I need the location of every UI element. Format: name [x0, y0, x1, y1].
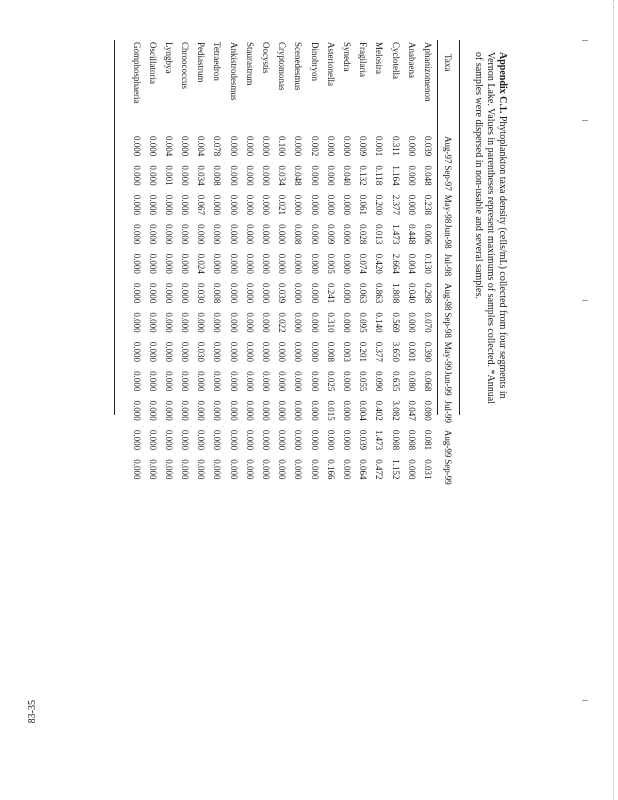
column-header-date: Sep-97 — [443, 165, 454, 191]
taxon-name: Asterionella — [325, 42, 336, 86]
density-cell: 0.000 — [309, 341, 320, 362]
table-row — [145, 40, 161, 489]
density-cell: 0.000 — [341, 224, 352, 245]
density-cell: 0.000 — [228, 341, 239, 362]
density-cell: 0.039 — [277, 282, 288, 304]
taxon-name: Gomphosphaeria — [131, 42, 142, 104]
density-cell: 0.000 — [261, 459, 272, 480]
page-number: 83-35 — [27, 700, 38, 724]
density-cell: 0.000 — [244, 429, 255, 451]
density-cell: 0.000 — [163, 312, 174, 333]
density-cell: 0.390 — [422, 341, 433, 362]
density-cell: 0.001 — [374, 136, 385, 157]
density-cell: 0.000 — [228, 400, 239, 421]
column-header-date: Sep-98 — [443, 312, 454, 338]
taxon-name: Staurastrum — [244, 42, 255, 86]
density-cell: 0.000 — [163, 371, 174, 392]
density-cell: 0.000 — [180, 459, 191, 480]
density-cell: 1.164 — [390, 165, 401, 186]
density-cell: 0.000 — [244, 341, 255, 362]
density-cell: 0.000 — [341, 282, 352, 304]
density-cell: 0.008 — [390, 429, 401, 451]
table-header-row — [439, 40, 458, 489]
density-cell: 0.000 — [261, 194, 272, 216]
density-cell: 0.000 — [131, 341, 142, 362]
taxon-name: Pediastrum — [196, 42, 207, 83]
density-cell: 0.000 — [261, 429, 272, 451]
table-row — [404, 40, 420, 489]
density-cell: 0.004 — [358, 400, 369, 421]
table-row — [177, 40, 193, 489]
density-cell: 0.000 — [212, 371, 223, 392]
density-cell: 0.055 — [358, 371, 369, 392]
density-cell: 0.000 — [277, 429, 288, 451]
table-bottom-rule — [114, 40, 115, 415]
density-cell: 0.000 — [309, 429, 320, 451]
density-cell: 0.000 — [228, 459, 239, 480]
density-cell: 0.000 — [180, 429, 191, 451]
table-row — [323, 40, 339, 489]
density-cell: 0.000 — [293, 371, 304, 392]
density-cell: 0.000 — [293, 459, 304, 480]
density-cell: 0.000 — [228, 282, 239, 304]
column-header-date: May-99 — [443, 341, 454, 371]
table-row — [371, 40, 387, 489]
density-cell: 0.132 — [358, 165, 369, 186]
density-cell: 0.000 — [228, 224, 239, 245]
density-cell: 0.008 — [406, 429, 417, 451]
density-cell: 0.009 — [325, 224, 336, 245]
density-cell: 0.000 — [196, 459, 207, 480]
density-cell: 0.472 — [374, 459, 385, 480]
density-cell: 0.000 — [228, 312, 239, 333]
density-cell: 0.005 — [325, 253, 336, 274]
taxon-name: Fragilaria — [358, 42, 369, 77]
caption-text: Phytoplankton taxa density (cells/mL) collected from four segments in Vernon Lake. Values in parentheses represent maximums of samples collected. *Annual of samples were dispersed in non-usable and several samples. — [473, 52, 508, 404]
taxon-name: Scenedesmus — [293, 42, 304, 91]
density-cell: 0.000 — [196, 312, 207, 333]
density-cell: 0.298 — [422, 282, 433, 304]
table-body — [128, 40, 439, 489]
density-cell: 0.080 — [422, 400, 433, 421]
density-cell: 1.152 — [390, 459, 401, 480]
density-cell: 0.000 — [131, 429, 142, 451]
density-cell: 0.000 — [293, 282, 304, 304]
density-cell: 0.064 — [358, 459, 369, 480]
density-cell: 0.000 — [147, 459, 158, 480]
density-cell: 0.000 — [341, 459, 352, 480]
density-cell: 0.022 — [277, 312, 288, 333]
density-cell: 0.070 — [422, 312, 433, 333]
density-cell: 0.000 — [406, 459, 417, 480]
density-cell: 0.420 — [374, 253, 385, 274]
density-cell: 0.000 — [261, 253, 272, 274]
density-cell: 0.000 — [131, 312, 142, 333]
density-cell: 0.000 — [180, 282, 191, 304]
density-cell: 1.808 — [390, 282, 401, 304]
density-cell: 0.000 — [261, 312, 272, 333]
density-cell: 0.024 — [196, 253, 207, 274]
taxon-name: Cryptomonas — [277, 42, 288, 91]
column-header-date: Jun-98 — [443, 224, 454, 249]
density-cell: 0.130 — [422, 253, 433, 274]
density-cell: 0.006 — [422, 224, 433, 245]
table-row — [274, 40, 290, 489]
density-cell: 0.000 — [131, 224, 142, 245]
density-cell: 0.015 — [325, 400, 336, 421]
density-cell: 0.000 — [244, 253, 255, 274]
density-cell: 0.021 — [277, 194, 288, 216]
density-cell: 0.118 — [374, 165, 385, 186]
density-cell: 0.008 — [212, 282, 223, 304]
density-cell: 0.000 — [212, 459, 223, 480]
density-cell: 0.000 — [293, 253, 304, 274]
table-row — [258, 40, 274, 489]
table-row — [307, 40, 323, 489]
table-row — [387, 40, 403, 489]
density-cell: 0.000 — [228, 253, 239, 274]
density-cell: 0.008 — [293, 224, 304, 245]
density-cell: 2.377 — [390, 194, 401, 216]
density-cell: 0.000 — [261, 224, 272, 245]
density-cell: 0.000 — [341, 400, 352, 421]
density-cell: 0.000 — [261, 400, 272, 421]
density-cell: 0.000 — [131, 253, 142, 274]
density-cell: 0.000 — [180, 341, 191, 362]
density-cell: 0.635 — [390, 371, 401, 392]
density-cell: 0.003 — [341, 341, 352, 362]
density-cell: 0.000 — [147, 194, 158, 216]
density-cell: 0.000 — [163, 282, 174, 304]
density-cell: 0.000 — [293, 136, 304, 157]
density-cell: 0.000 — [244, 136, 255, 157]
density-cell: 0.068 — [422, 371, 433, 392]
density-cell: 0.000 — [180, 224, 191, 245]
density-cell: 0.078 — [212, 136, 223, 157]
density-cell: 0.002 — [309, 136, 320, 157]
density-cell: 0.000 — [131, 165, 142, 186]
density-cell: 0.000 — [406, 165, 417, 186]
density-cell: 0.000 — [147, 165, 158, 186]
density-cell: 0.000 — [244, 312, 255, 333]
density-cell: 0.000 — [244, 224, 255, 245]
density-cell: 0.000 — [180, 312, 191, 333]
density-cell: 0.100 — [277, 136, 288, 157]
density-cell: 0.000 — [196, 224, 207, 245]
density-cell: 0.000 — [212, 312, 223, 333]
column-header-date: May-98 — [443, 194, 454, 224]
taxon-name: Oscillatoria — [147, 42, 158, 84]
density-cell: 0.034 — [277, 165, 288, 186]
density-cell: 0.448 — [406, 224, 417, 245]
density-cell: 0.000 — [163, 253, 174, 274]
density-cell: 0.000 — [261, 282, 272, 304]
density-cell: 0.000 — [277, 341, 288, 362]
phytoplankton-table — [128, 40, 458, 489]
density-cell: 0.000 — [180, 253, 191, 274]
density-cell: 1.473 — [390, 224, 401, 245]
density-cell: 0.090 — [374, 371, 385, 392]
density-cell: 0.000 — [212, 224, 223, 245]
density-cell: 0.000 — [244, 459, 255, 480]
density-cell: 0.048 — [422, 165, 433, 186]
density-cell: 0.074 — [358, 253, 369, 274]
density-cell: 0.000 — [309, 253, 320, 274]
density-cell: 0.569 — [390, 312, 401, 333]
density-cell: 0.000 — [228, 371, 239, 392]
column-header-taxa: Taxa — [443, 54, 454, 72]
density-cell: 0.000 — [244, 371, 255, 392]
density-cell: 0.311 — [390, 136, 401, 156]
taxon-name: Dinobryon — [309, 42, 320, 81]
density-cell: 0.061 — [358, 194, 369, 216]
density-cell: 0.000 — [293, 312, 304, 333]
density-cell: 0.004 — [163, 136, 174, 157]
density-cell: 0.001 — [163, 165, 174, 186]
density-cell: 0.000 — [180, 136, 191, 157]
column-header-date: Sep-99 — [443, 459, 454, 485]
density-cell: 3.082 — [390, 400, 401, 421]
density-cell: 0.000 — [406, 194, 417, 216]
table-row — [128, 40, 144, 489]
density-cell: 0.000 — [163, 341, 174, 362]
density-cell: 0.000 — [309, 371, 320, 392]
density-cell: 0.000 — [147, 312, 158, 333]
density-cell: 0.000 — [406, 312, 417, 333]
density-cell: 0.000 — [228, 194, 239, 216]
density-cell: 0.039 — [422, 136, 433, 157]
density-cell: 0.000 — [180, 400, 191, 421]
density-cell: 0.000 — [341, 253, 352, 274]
taxon-name: Lyngbya — [163, 42, 174, 74]
taxon-name: Synedra — [341, 42, 352, 72]
density-cell: 0.000 — [163, 224, 174, 245]
density-cell: 0.402 — [374, 400, 385, 421]
density-cell: 0.000 — [131, 136, 142, 157]
taxon-name: Chroococcus — [180, 42, 191, 89]
density-cell: 0.000 — [131, 371, 142, 392]
density-cell: 0.000 — [212, 341, 223, 362]
taxon-name: Cyclotella — [390, 42, 401, 79]
density-cell: 0.000 — [180, 371, 191, 392]
density-cell: 0.004 — [406, 253, 417, 274]
column-header-date: Jun-99 — [443, 371, 454, 396]
density-cell: 0.000 — [244, 282, 255, 304]
density-cell: 0.000 — [228, 165, 239, 186]
scan-edge-dots — [612, 0, 614, 800]
density-cell: 0.000 — [277, 371, 288, 392]
density-cell: 0.000 — [163, 400, 174, 421]
density-cell: 0.039 — [358, 429, 369, 451]
density-cell: 0.000 — [341, 429, 352, 451]
density-cell: 0.000 — [309, 400, 320, 421]
density-cell: 1.473 — [374, 429, 385, 451]
density-cell: 0.000 — [212, 429, 223, 451]
taxon-name: Ankistrodesmus — [228, 42, 239, 101]
table-caption — [472, 52, 508, 412]
density-cell: 0.034 — [196, 165, 207, 186]
column-header-date: Aug-97 — [443, 136, 454, 164]
density-cell: 0.000 — [261, 136, 272, 157]
density-cell: 0.000 — [131, 194, 142, 216]
density-cell: 0.000 — [325, 194, 336, 216]
density-cell: 0.000 — [325, 429, 336, 451]
density-cell: 0.238 — [422, 194, 433, 216]
density-cell: 0.000 — [309, 459, 320, 480]
density-cell: 0.001 — [406, 341, 417, 362]
density-cell: 0.000 — [325, 136, 336, 157]
scan-mark — [582, 40, 588, 41]
density-cell: 0.000 — [228, 429, 239, 451]
density-cell: 0.000 — [309, 165, 320, 186]
density-cell: 0.000 — [341, 312, 352, 333]
density-cell: 0.000 — [293, 194, 304, 216]
density-cell: 0.000 — [163, 459, 174, 480]
taxon-name: Tetraedron — [212, 42, 223, 81]
density-cell: 0.000 — [406, 136, 417, 157]
density-cell: 0.000 — [309, 224, 320, 245]
table-row — [226, 40, 242, 489]
density-cell: 0.000 — [147, 224, 158, 245]
table-row — [355, 40, 371, 489]
density-cell: 0.030 — [196, 341, 207, 362]
density-cell: 0.000 — [277, 400, 288, 421]
density-cell: 0.000 — [341, 194, 352, 216]
density-cell: 0.028 — [358, 224, 369, 245]
density-cell: 0.009 — [358, 136, 369, 157]
density-cell: 0.000 — [196, 371, 207, 392]
table-row — [209, 40, 225, 489]
density-cell: 0.047 — [406, 400, 417, 421]
density-cell: 0.000 — [309, 194, 320, 216]
density-cell: 0.000 — [309, 282, 320, 304]
density-cell: 0.000 — [147, 136, 158, 157]
density-cell: 0.241 — [325, 282, 336, 304]
density-cell: 0.000 — [147, 341, 158, 362]
column-header-date: Aug-99 — [443, 429, 454, 458]
density-cell: 0.201 — [358, 341, 369, 362]
taxon-name: Anabaena — [406, 42, 417, 78]
density-cell: 0.000 — [212, 253, 223, 274]
density-cell: 0.000 — [277, 224, 288, 245]
density-cell: 0.000 — [244, 165, 255, 186]
density-cell: 0.140 — [374, 312, 385, 333]
taxon-name: Aphanizomenon — [422, 42, 433, 102]
density-cell: 3.650 — [390, 341, 401, 362]
table-row — [161, 40, 177, 489]
scan-mark — [582, 700, 588, 701]
density-cell: 0.081 — [422, 429, 433, 451]
density-cell: 2.664 — [390, 253, 401, 274]
density-cell: 0.000 — [293, 400, 304, 421]
table-top-rule — [459, 40, 460, 415]
table-row — [420, 40, 439, 489]
density-cell: 0.166 — [325, 459, 336, 480]
column-header-date: Jul-98 — [443, 253, 454, 277]
density-cell: 0.000 — [147, 371, 158, 392]
density-cell: 0.000 — [341, 371, 352, 392]
density-cell: 0.000 — [131, 400, 142, 421]
density-cell: 0.000 — [261, 341, 272, 362]
density-cell: 0.030 — [196, 282, 207, 304]
density-cell: 0.063 — [358, 282, 369, 304]
density-cell: 0.000 — [147, 253, 158, 274]
table-row — [193, 40, 209, 489]
density-cell: 0.000 — [244, 194, 255, 216]
density-cell: 0.000 — [180, 194, 191, 216]
density-cell: 0.000 — [277, 459, 288, 480]
density-cell: 0.310 — [325, 312, 336, 333]
density-cell: 0.000 — [163, 194, 174, 216]
density-cell: 0.025 — [325, 371, 336, 392]
density-cell: 0.000 — [244, 400, 255, 421]
density-cell: 0.000 — [196, 429, 207, 451]
scan-mark — [582, 120, 588, 121]
density-cell: 0.008 — [212, 165, 223, 186]
density-cell: 0.000 — [131, 282, 142, 304]
table-row — [339, 40, 355, 489]
density-cell: 0.000 — [147, 282, 158, 304]
table-row — [290, 40, 306, 489]
density-cell: 0.000 — [228, 136, 239, 157]
density-cell: 0.000 — [212, 194, 223, 216]
column-header-date: Aug-98 — [443, 282, 454, 311]
density-cell: 0.200 — [374, 194, 385, 216]
taxon-name: Oocystis — [261, 42, 272, 74]
density-cell: 0.000 — [293, 341, 304, 362]
caption-label: Appendix C.1. — [497, 52, 508, 114]
column-header-date: Jul-99 — [443, 400, 454, 424]
density-cell: 0.377 — [374, 341, 385, 362]
density-cell: 0.000 — [261, 371, 272, 392]
density-cell: 0.000 — [147, 400, 158, 421]
density-cell: 0.013 — [374, 224, 385, 245]
taxon-name: Melosira — [374, 42, 385, 74]
density-cell: 0.000 — [277, 253, 288, 274]
density-cell: 0.000 — [309, 312, 320, 333]
density-cell: 0.000 — [163, 429, 174, 451]
density-cell: 0.000 — [147, 429, 158, 451]
density-cell: 0.008 — [325, 341, 336, 362]
scan-mark — [582, 300, 588, 301]
density-cell: 0.048 — [293, 165, 304, 186]
density-cell: 0.031 — [422, 459, 433, 480]
density-cell: 0.000 — [325, 165, 336, 186]
density-cell: 0.000 — [341, 136, 352, 157]
density-cell: 0.040 — [341, 165, 352, 186]
table-row — [242, 40, 258, 489]
density-cell: 0.095 — [358, 312, 369, 333]
density-cell: 0.040 — [406, 282, 417, 304]
density-cell: 0.000 — [293, 429, 304, 451]
density-cell: 0.000 — [180, 165, 191, 186]
density-cell: 0.067 — [196, 194, 207, 216]
density-cell: 0.863 — [374, 282, 385, 304]
density-cell: 0.000 — [261, 165, 272, 186]
density-cell: 0.000 — [212, 400, 223, 421]
density-cell: 0.000 — [131, 459, 142, 480]
density-cell: 0.080 — [406, 371, 417, 392]
density-cell: 0.000 — [196, 400, 207, 421]
density-cell: 0.004 — [196, 136, 207, 157]
